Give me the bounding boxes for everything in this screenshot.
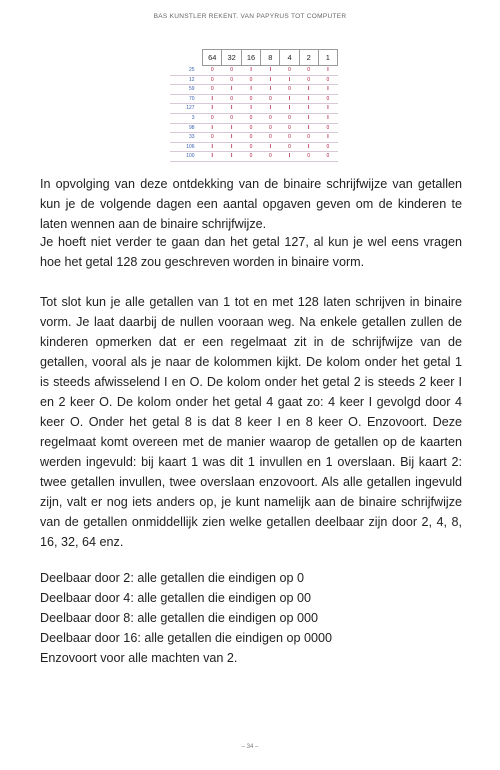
bit-cell: 0: [318, 94, 337, 104]
bit-cell: 0: [261, 152, 280, 162]
bit-cell: I: [318, 85, 337, 95]
bit-cell: I: [261, 66, 280, 76]
paragraph-text: Tot slot kun je alle getallen van 1 tot en met 128 laten schrijven in binaire vorm. Je laat daarbij de nullen vooraan weg. Na enkele getallen zullen de kinderen opmerken dat er een regelmaat zit in de schrijfwijze van de getallen, vooral als je naar de kolommen kijkt. De kolom onder het getal 1 is steeds afwisselend I en O. De kolom onder het getal 2 is steeds 2 keer I en 2 keer O. De kolom onder het getal 4 gaat zo: 4 keer I gevolgd door 4 keer O. Onder het getal 8 is dat 8 keer I en 8 keer O. Enzovoort. Deze regelmaat komt overeen met de manier waarop de getallen op de kaarten werden ingevuld: bij kaart 1 was dit 1 invullen en 1 overslaan. Bij kaart 2: twee getallen invullen, twee overslaan enzovoort. Als alle getallen ingevuld zijn, valt er nog iets anders op, je kunt namelijk aan de binaire schrijfwijze van de getallen onmiddellijk zien welke getallen deelbaar zijn door 2, 4, 8, 16, 32, 64 enz.: [40, 295, 462, 549]
bit-cell: 0: [241, 133, 260, 143]
row-number-cell: 33: [170, 133, 203, 143]
bit-cell: I: [203, 152, 222, 162]
paragraph-regularity: [40, 292, 462, 552]
bit-cell: I: [203, 123, 222, 133]
paragraph-text: In opvolging van deze ontdekking van de binaire schrijfwijze van getallen kun je de volgende dagen een aantal opgaven geven om de kinderen te laten wennen aan de binaire schrijfwijze.: [40, 177, 462, 231]
bit-cell: 0: [241, 113, 260, 123]
row-number-cell: 127: [170, 104, 203, 114]
bit-cell: 0: [203, 75, 222, 85]
bit-cell: 0: [261, 123, 280, 133]
bit-cell: I: [241, 85, 260, 95]
bit-cell: 0: [241, 152, 260, 162]
bit-cell: 0: [280, 123, 299, 133]
bit-cell: I: [318, 113, 337, 123]
row-number-cell: 106: [170, 142, 203, 152]
bit-cell: 0: [261, 113, 280, 123]
bit-cell: I: [261, 85, 280, 95]
bit-cell: I: [222, 133, 241, 143]
bit-cell: 0: [280, 66, 299, 76]
column-header: 16: [241, 50, 260, 66]
bit-cell: I: [280, 152, 299, 162]
bit-cell: 0: [222, 94, 241, 104]
table-corner: [170, 50, 203, 66]
bit-cell: 0: [222, 75, 241, 85]
bit-cell: I: [222, 152, 241, 162]
bit-cell: 0: [299, 66, 318, 76]
divisibility-list: [40, 568, 332, 668]
bit-cell: I: [318, 104, 337, 114]
list-item: Deelbaar door 2: alle getallen die eindigen op 0: [40, 571, 304, 585]
bit-cell: I: [222, 142, 241, 152]
table-row: [170, 104, 338, 114]
bit-cell: I: [280, 104, 299, 114]
bit-cell: 0: [318, 152, 337, 162]
paragraph-127: [40, 232, 462, 272]
column-header: 1: [318, 50, 337, 66]
bit-cell: 0: [203, 66, 222, 76]
bit-cell: I: [261, 104, 280, 114]
bit-cell: I: [222, 104, 241, 114]
bit-cell: I: [241, 66, 260, 76]
bit-cell: 0: [241, 142, 260, 152]
binary-table-container: [170, 49, 338, 162]
bit-cell: I: [261, 142, 280, 152]
table-row: [170, 85, 338, 95]
bit-cell: 0: [299, 133, 318, 143]
bit-cell: 0: [203, 113, 222, 123]
list-item: Enzovoort voor alle machten van 2.: [40, 651, 238, 665]
table-row: [170, 133, 338, 143]
table-row: [170, 94, 338, 104]
bit-cell: I: [222, 123, 241, 133]
bit-cell: I: [241, 104, 260, 114]
list-item: Deelbaar door 8: alle getallen die eindigen op 000: [40, 611, 318, 625]
bit-cell: 0: [222, 66, 241, 76]
table-row: [170, 113, 338, 123]
row-number-cell: 98: [170, 123, 203, 133]
column-header: 32: [222, 50, 241, 66]
bit-cell: I: [318, 66, 337, 76]
bit-cell: I: [203, 94, 222, 104]
binary-table: [170, 49, 338, 162]
bit-cell: 0: [318, 123, 337, 133]
bit-cell: 0: [299, 152, 318, 162]
bit-cell: 0: [203, 85, 222, 95]
bit-cell: 0: [241, 75, 260, 85]
table-body: [170, 66, 338, 162]
bit-cell: I: [280, 94, 299, 104]
column-header: 4: [280, 50, 299, 66]
row-number-cell: 100: [170, 152, 203, 162]
bit-cell: 0: [203, 133, 222, 143]
row-number-cell: 59: [170, 85, 203, 95]
column-header: 2: [299, 50, 318, 66]
bit-cell: 0: [241, 94, 260, 104]
bit-cell: I: [261, 75, 280, 85]
bit-cell: 0: [318, 75, 337, 85]
bit-cell: 0: [280, 113, 299, 123]
column-header: 64: [203, 50, 222, 66]
bit-cell: 0: [261, 94, 280, 104]
table-row: [170, 152, 338, 162]
table-row: [170, 75, 338, 85]
bit-cell: 0: [280, 142, 299, 152]
page-number: – 34 –: [241, 744, 259, 750]
bit-cell: I: [299, 123, 318, 133]
table-row: [170, 142, 338, 152]
bit-cell: 0: [280, 133, 299, 143]
bit-cell: I: [318, 133, 337, 143]
bit-cell: I: [299, 85, 318, 95]
column-header: 8: [261, 50, 280, 66]
bit-cell: I: [299, 113, 318, 123]
bit-cell: I: [299, 104, 318, 114]
row-number-cell: 12: [170, 75, 203, 85]
list-item: Deelbaar door 4: alle getallen die eindigen op 00: [40, 591, 311, 605]
bit-cell: 0: [241, 123, 260, 133]
row-number-cell: 3: [170, 113, 203, 123]
row-number-cell: 70: [170, 94, 203, 104]
bit-cell: 0: [318, 142, 337, 152]
list-item: Deelbaar door 16: alle getallen die eindigen op 0000: [40, 631, 332, 645]
bit-cell: I: [299, 142, 318, 152]
table-row: [170, 123, 338, 133]
row-number-cell: 25: [170, 66, 203, 76]
bit-cell: I: [203, 104, 222, 114]
bit-cell: 0: [280, 85, 299, 95]
bit-cell: 0: [299, 75, 318, 85]
table-header-row: [170, 50, 338, 66]
bit-cell: I: [203, 142, 222, 152]
bit-cell: I: [299, 94, 318, 104]
bit-cell: 0: [261, 133, 280, 143]
bit-cell: I: [280, 75, 299, 85]
paragraph-text: Je hoeft niet verder te gaan dan het getal 127, al kun je wel eens vragen hoe het getal 128 zou geschreven worden in binaire vorm.: [40, 235, 462, 269]
paragraph-intro: [40, 174, 462, 234]
bit-cell: 0: [222, 113, 241, 123]
table-row: [170, 66, 338, 76]
bit-cell: I: [222, 85, 241, 95]
running-header: BAS KUNSTLER REKENT. VAN PAPYRUS TOT COMPUTER: [153, 13, 347, 20]
